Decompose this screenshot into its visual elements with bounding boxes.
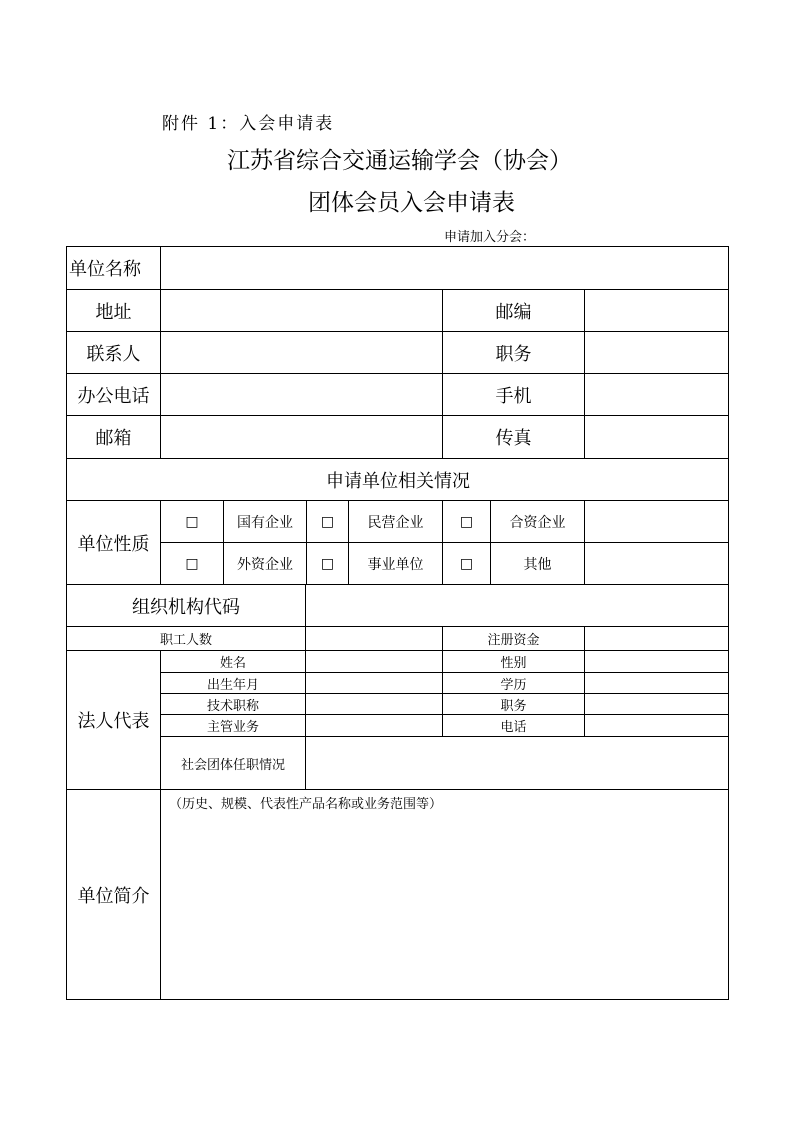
rep-position-label: 职务 (442, 693, 584, 714)
staff-count-field[interactable] (305, 626, 442, 650)
rep-phone-label: 电话 (442, 714, 584, 736)
checkbox-foreign[interactable]: □ (160, 542, 223, 584)
position-label: 职务 (442, 331, 584, 373)
option-other: 其他 (490, 542, 584, 584)
position-field[interactable] (584, 331, 729, 373)
rep-title-field[interactable] (305, 693, 442, 714)
rep-birth-field[interactable] (305, 672, 442, 693)
option-private: 民营企业 (348, 500, 442, 542)
profile-field[interactable]: （历史、规模、代表性产品名称或业务范围等） (160, 789, 729, 1000)
office-phone-label: 办公电话 (66, 373, 160, 415)
contact-field[interactable] (160, 331, 442, 373)
rep-education-field[interactable] (584, 672, 729, 693)
option-public-institution: 事业单位 (348, 542, 442, 584)
address-label: 地址 (66, 289, 160, 331)
checkbox-other[interactable]: □ (442, 542, 490, 584)
nature-spare-cell (584, 500, 729, 542)
form-title: 团体会员入会申请表 (308, 190, 515, 216)
postcode-label: 邮编 (442, 289, 584, 331)
address-field[interactable] (160, 289, 442, 331)
rep-name-label: 姓名 (160, 650, 305, 672)
checkbox-private[interactable]: □ (306, 500, 348, 542)
attachment-label: 附件 1：入会申请表 (162, 114, 335, 134)
branch-label: 申请加入分会： (444, 230, 536, 245)
checkbox-joint-venture[interactable]: □ (442, 500, 490, 542)
rep-position-field[interactable] (584, 693, 729, 714)
email-field[interactable] (160, 415, 442, 458)
application-form-table (66, 246, 729, 1000)
unit-name-label: 单位名称 (66, 246, 160, 289)
postcode-field[interactable] (584, 289, 729, 331)
option-joint-venture: 合资企业 (490, 500, 584, 542)
rep-social-field[interactable] (305, 736, 729, 789)
option-state-owned: 国有企业 (223, 500, 306, 542)
org-code-label: 组织机构代码 (66, 584, 305, 626)
rep-birth-label: 出生年月 (160, 672, 305, 693)
profile-label: 单位简介 (66, 789, 160, 1000)
unit-name-field[interactable] (160, 246, 729, 289)
fax-field[interactable] (584, 415, 729, 458)
mobile-field[interactable] (584, 373, 729, 415)
rep-gender-field[interactable] (584, 650, 729, 672)
email-label: 邮箱 (66, 415, 160, 458)
rep-social-label: 社会团体任职情况 (160, 736, 305, 789)
rep-name-field[interactable] (305, 650, 442, 672)
checkbox-public-institution[interactable]: □ (306, 542, 348, 584)
rep-gender-label: 性别 (442, 650, 584, 672)
legal-rep-label: 法人代表 (66, 650, 160, 789)
mobile-label: 手机 (442, 373, 584, 415)
rep-education-label: 学历 (442, 672, 584, 693)
office-phone-field[interactable] (160, 373, 442, 415)
option-foreign: 外资企业 (223, 542, 306, 584)
contact-label: 联系人 (66, 331, 160, 373)
checkbox-state-owned[interactable]: □ (160, 500, 223, 542)
staff-count-label: 职工人数 (66, 626, 305, 650)
registered-capital-label: 注册资金 (442, 626, 584, 650)
fax-label: 传真 (442, 415, 584, 458)
registered-capital-field[interactable] (584, 626, 729, 650)
form-title-organization: 江苏省综合交通运输学会（协会） (227, 148, 572, 174)
rep-business-label: 主管业务 (160, 714, 305, 736)
unit-nature-label: 单位性质 (66, 500, 160, 584)
rep-business-field[interactable] (305, 714, 442, 736)
nature-spare-cell (584, 542, 729, 584)
org-code-field[interactable] (305, 584, 729, 626)
section-title: 申请单位相关情况 (66, 458, 729, 500)
rep-title-label: 技术职称 (160, 693, 305, 714)
rep-phone-field[interactable] (584, 714, 729, 736)
